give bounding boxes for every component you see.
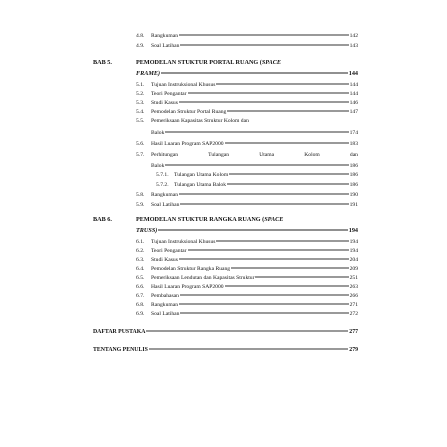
dot-leader xyxy=(225,143,349,144)
dot-leader xyxy=(161,73,348,74)
dot-leader xyxy=(180,45,348,46)
entry-page: 144 xyxy=(349,91,358,97)
entry-page: 147 xyxy=(349,109,358,115)
entry-title: Tujuan Instruksional Khusus xyxy=(151,239,216,245)
entry-title: Teori Pengantar xyxy=(151,91,187,97)
dot-leader xyxy=(179,35,349,36)
entry-page: 263 xyxy=(349,284,358,290)
dot-leader xyxy=(149,349,348,350)
entry-page: 272 xyxy=(349,311,358,317)
chapter-title[interactable]: PEMODELAN STUKTUR PORTAL RUANG (SPACE xyxy=(136,59,281,66)
toc-entry[interactable] xyxy=(136,31,358,41)
toc-backmatter-entry[interactable] xyxy=(93,345,358,355)
entry-page: 266 xyxy=(349,293,358,299)
toc-entry[interactable] xyxy=(136,190,358,200)
entry-title: DAFTAR PUSTAKA xyxy=(93,329,146,335)
toc-backmatter-entry[interactable] xyxy=(93,327,358,337)
entry-title: Pembahasan xyxy=(151,293,179,299)
entry-page: 194 xyxy=(349,248,358,254)
entry-page: 186 xyxy=(349,172,358,178)
entry-page: 279 xyxy=(349,347,358,353)
entry-number: 6.2. xyxy=(136,248,145,254)
entry-page: 209 xyxy=(349,266,358,272)
entry-page: 146 xyxy=(349,100,358,106)
entry-number: 6.8. xyxy=(136,302,145,308)
dot-leader xyxy=(229,174,348,175)
dot-leader xyxy=(179,102,349,103)
entry-title: Rangkuman xyxy=(151,302,179,308)
entry-page: 204 xyxy=(349,257,358,263)
dot-leader xyxy=(179,304,349,305)
toc-entry[interactable] xyxy=(136,41,358,51)
dot-leader xyxy=(216,84,348,85)
entry-page: 277 xyxy=(349,329,358,335)
chapter-label: BAB 6. xyxy=(93,216,112,223)
chapter-title-continued[interactable]: TRUSS) 194 xyxy=(136,227,358,234)
entry-page: 251 xyxy=(349,275,358,281)
entry-title: Soal Latihan xyxy=(151,43,180,49)
toc-subentry[interactable] xyxy=(156,170,358,180)
entry-title-continued: Balok xyxy=(151,163,165,169)
dot-leader xyxy=(180,204,348,205)
entry-title: Studi Kasus xyxy=(151,257,178,263)
entry-title: Pemodelan Struktur Rangka Ruang xyxy=(151,266,231,272)
entry-page: 186 xyxy=(349,182,358,188)
entry-number: 5.5. xyxy=(136,118,145,124)
dot-leader xyxy=(216,241,348,242)
entry-title: Studi Kasus xyxy=(151,100,178,106)
dot-leader xyxy=(231,268,349,269)
entry-page: 143 xyxy=(349,43,358,49)
dot-leader xyxy=(165,132,348,133)
entry-page: 183 xyxy=(349,141,358,147)
dot-leader xyxy=(227,184,349,185)
entry-number: 5.3. xyxy=(136,100,145,106)
entry-number: 5.4. xyxy=(136,109,145,115)
entry-page: 144 xyxy=(349,82,358,88)
dot-leader xyxy=(158,230,347,231)
entry-page: 186 xyxy=(349,163,358,169)
entry-title-continued: Balok xyxy=(151,130,165,136)
dot-leader xyxy=(188,93,349,94)
entry-number: 5.7.2. xyxy=(156,182,169,188)
dot-leader xyxy=(225,286,349,287)
toc-entry[interactable] xyxy=(136,139,358,149)
toc-subentry[interactable] xyxy=(156,180,358,190)
entry-number: 6.6. xyxy=(136,284,145,290)
entry-title: Soal Latihan xyxy=(151,311,180,317)
entry-number: 4.8. xyxy=(136,33,145,39)
entry-title: TENTANG PENULIS xyxy=(93,347,148,353)
entry-title: Pemeriksaan Kapasitas Struktur Kolom dan xyxy=(151,118,249,124)
entry-number: 5.7.1. xyxy=(156,172,169,178)
entry-title: Tujuan Instruksional Khusus xyxy=(151,82,216,88)
entry-title: Teori Pengantar xyxy=(151,248,187,254)
entry-number: 5.1. xyxy=(136,82,145,88)
toc-entry-multiline[interactable] xyxy=(136,116,358,126)
entry-title: Hasil Luaran Program SAP2000 xyxy=(151,284,224,290)
entry-page: 190 xyxy=(349,192,358,198)
entry-number: 5.9. xyxy=(136,202,145,208)
entry-number: 5.8. xyxy=(136,192,145,198)
entry-page: 194 xyxy=(349,239,358,245)
entry-number: 6.5. xyxy=(136,275,145,281)
dot-leader xyxy=(179,259,349,260)
entry-page: 142 xyxy=(349,33,358,39)
chapter-label: BAB 5. xyxy=(93,59,112,66)
toc-entry-continued[interactable] xyxy=(151,128,358,138)
dot-leader xyxy=(180,295,349,296)
dot-leader xyxy=(179,194,349,195)
entry-title: Rangkuman xyxy=(151,33,179,39)
entry-page: 174 xyxy=(349,130,358,136)
entry-number: 6.4. xyxy=(136,266,145,272)
entry-number: 6.3. xyxy=(136,257,145,263)
chapter-title[interactable]: PEMODELAN STUKTUR RANGKA RUANG (SPACE xyxy=(136,216,284,223)
dot-leader xyxy=(227,111,348,112)
justified-title: Perhitungan Tulangan Utama Kolom dan xyxy=(151,152,358,158)
entry-title: Pemeriksaan Lendutan dan Kapasitas Struktur xyxy=(151,275,255,281)
entry-number: 5.7. xyxy=(136,152,145,158)
entry-number: 5.2. xyxy=(136,91,145,97)
toc-entry[interactable] xyxy=(136,200,358,210)
entry-number: 6.1. xyxy=(136,239,145,245)
dot-leader xyxy=(188,250,349,251)
dot-leader xyxy=(180,313,348,314)
entry-page: 191 xyxy=(349,202,358,208)
chapter-page: 144 xyxy=(348,70,358,77)
chapter-page: 194 xyxy=(348,227,358,234)
dot-leader xyxy=(146,331,348,332)
entry-title: Tulangan Utama Balok xyxy=(174,182,226,188)
entry-title: Soal Latihan xyxy=(151,202,180,208)
chapter-title-continued[interactable]: FRAME) 144 xyxy=(136,70,358,77)
toc-entry[interactable] xyxy=(136,309,358,319)
entry-title: Pemodelan Struktur Portal Ruang xyxy=(151,109,227,115)
dot-leader xyxy=(255,277,348,278)
entry-number: 4.9. xyxy=(136,43,145,49)
entry-page: 271 xyxy=(349,302,358,308)
entry-title: Tulangan Utama Kolom xyxy=(174,172,229,178)
entry-number: 6.7. xyxy=(136,293,145,299)
entry-number: 5.6. xyxy=(136,141,145,147)
entry-title: Hasil Luaran Program SAP2000 xyxy=(151,141,224,147)
dot-leader xyxy=(165,165,348,166)
entry-number: 6.9. xyxy=(136,311,145,317)
entry-title: Rangkuman xyxy=(151,192,179,198)
